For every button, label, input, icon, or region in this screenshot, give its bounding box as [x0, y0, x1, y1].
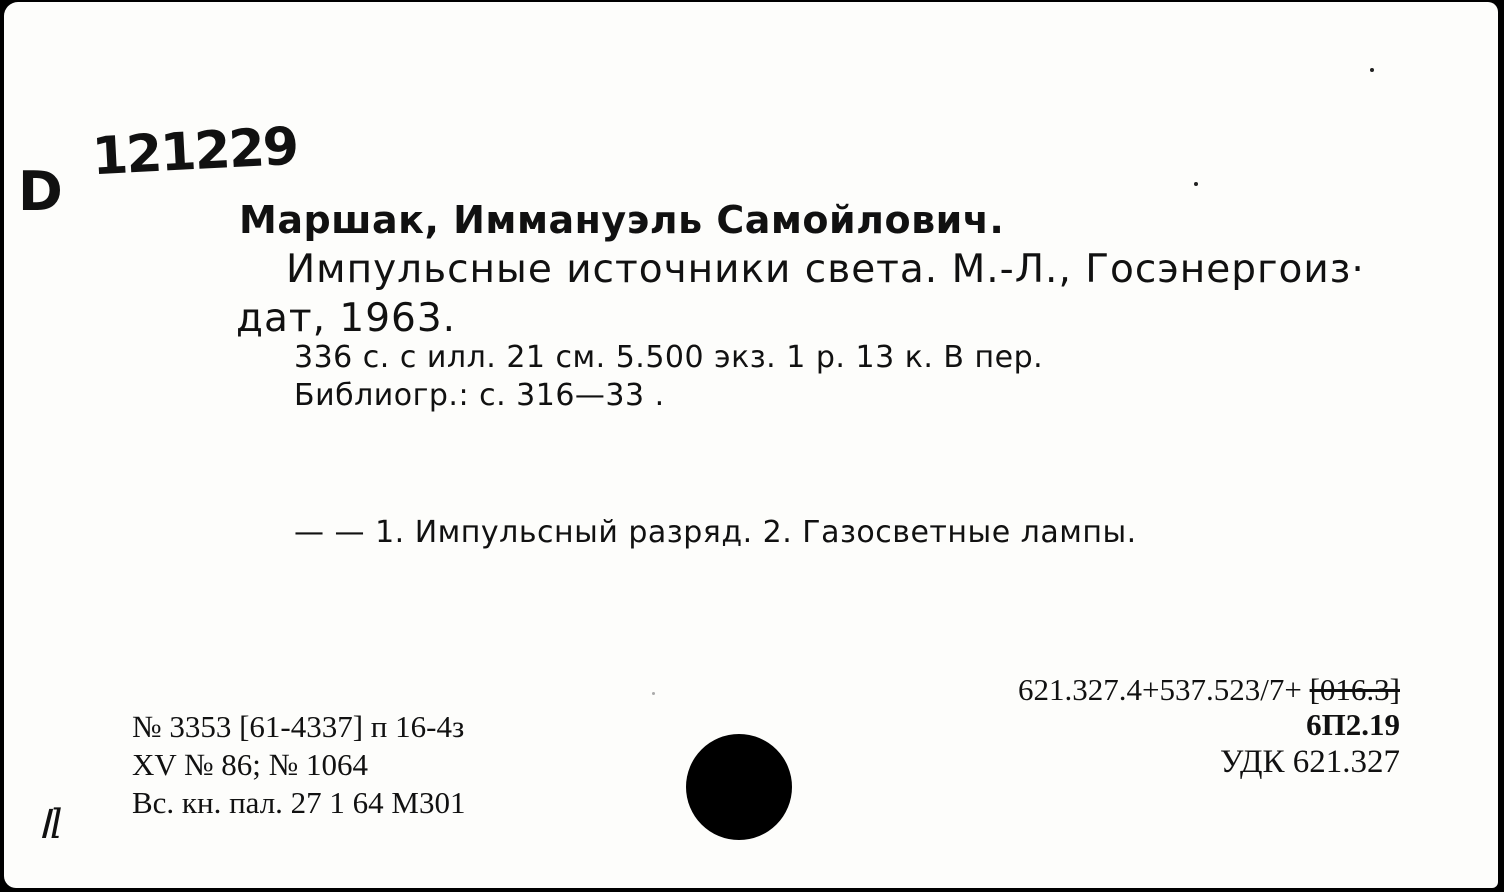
stamp-letter: D: [18, 160, 63, 223]
physical-description: 336 с. с илл. 21 см. 5.500 экз. 1 р. 13 к. В пер.: [294, 340, 1044, 375]
punch-hole: [686, 734, 792, 840]
udc-bracket: [016.3]: [1309, 672, 1400, 707]
subject-headings: — — 1. Импульсный разряд. 2. Газосветные лампы.: [294, 515, 1137, 550]
title-line: Импульсные источники света. М.-Л., Госэнергоиз·: [286, 247, 1365, 292]
udk-number: УДК 621.327: [1219, 744, 1400, 780]
speck: [652, 692, 655, 695]
class-code: 6П2.19: [1306, 707, 1400, 742]
bibliography-note: Библиогр.: с. 316—33 .: [294, 378, 665, 413]
speck: [1194, 182, 1198, 186]
udc-main: 621.327.4+537.523/7+: [1018, 672, 1302, 707]
author-heading: Маршак, Иммануэль Самойлович.: [239, 198, 1005, 242]
accession-line-3: Вс. кн. пал. 27 1 64 М301: [132, 785, 466, 820]
udc-classification: [1018, 672, 1400, 708]
title-continuation: дат, 1963.: [236, 296, 457, 341]
accession-line-2: XV № 86; № 1064: [132, 747, 368, 782]
handwritten-inventory-number: 121229: [90, 116, 299, 188]
accession-line-1: № 3353 [61-4337] п 16-4з: [132, 709, 465, 744]
catalog-card: [4, 2, 1498, 888]
handwritten-mark: ꓲl: [38, 802, 63, 848]
speck: [1370, 68, 1374, 72]
